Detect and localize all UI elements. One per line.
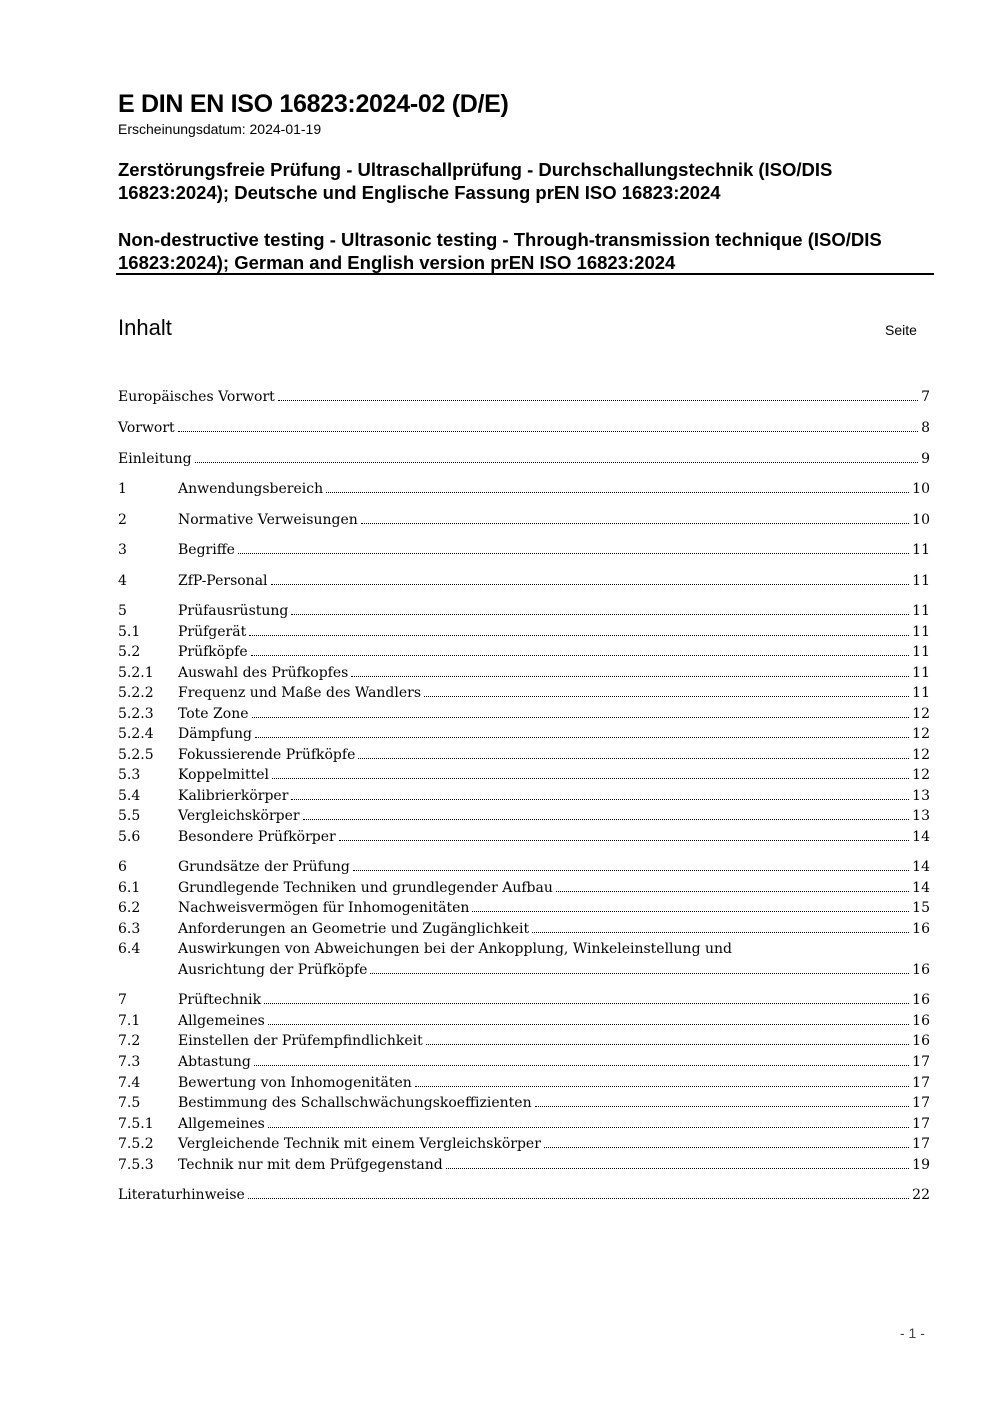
toc-entry-page: 9 — [921, 451, 930, 467]
toc-dot-leader — [361, 523, 909, 524]
toc-entry-label: Prüfausrüstung — [178, 603, 289, 619]
toc-entry-label: Normative Verweisungen — [178, 512, 358, 528]
toc-entry[interactable] — [118, 663, 930, 684]
toc-entry[interactable] — [118, 622, 930, 643]
toc-entry-page: 22 — [912, 1187, 930, 1203]
toc-dot-leader — [278, 400, 918, 401]
toc-entry-page: 11 — [912, 644, 930, 660]
toc-entry[interactable] — [118, 704, 930, 725]
toc-entry[interactable] — [118, 449, 930, 470]
toc-entry[interactable] — [118, 1155, 930, 1176]
document-id: E DIN EN ISO 16823:2024-02 (D/E) — [118, 90, 509, 118]
toc-entry-page: 17 — [912, 1054, 930, 1070]
toc-entry-page: 17 — [912, 1075, 930, 1091]
toc-entry-label: Auswahl des Prüfkopfes — [178, 665, 349, 681]
toc-entry[interactable] — [118, 1134, 930, 1155]
toc-dot-leader — [268, 1024, 909, 1025]
toc-entry-label: ZfP-Personal — [178, 573, 268, 589]
toc-dot-leader — [556, 891, 909, 892]
toc-entry-label: Allgemeines — [178, 1013, 265, 1029]
toc-entry-label: Kalibrierkörper — [178, 788, 289, 804]
toc-entry-page: 11 — [912, 542, 930, 558]
toc-dot-leader — [251, 655, 910, 656]
toc-dot-leader — [195, 462, 919, 463]
toc-entry-page: 13 — [912, 788, 930, 804]
toc-entry[interactable] — [118, 857, 930, 878]
toc-entry-number: 2 — [118, 512, 127, 528]
toc-entry-page: 11 — [912, 603, 930, 619]
toc-entry[interactable] — [118, 540, 930, 561]
toc-entry-number: 5.5 — [118, 808, 141, 824]
toc-entry-number: 7.4 — [118, 1075, 141, 1091]
toc-entry-number: 4 — [118, 573, 127, 589]
toc-dot-leader — [544, 1147, 909, 1148]
toc-entry-page: 14 — [912, 829, 930, 845]
toc-entry-label: Anforderungen an Geometrie und Zugänglichkeit — [178, 921, 530, 937]
toc-entry-page: 17 — [912, 1095, 930, 1111]
toc-entry-number: 7.3 — [118, 1054, 141, 1070]
toc-dot-leader — [535, 1106, 910, 1107]
toc-entry-label: Nachweisvermögen für Inhomogenitäten — [178, 900, 470, 916]
toc-entry-number: 7.5.1 — [118, 1116, 154, 1132]
toc-entry-page: 10 — [912, 512, 930, 528]
toc-entry-label: Besondere Prüfkörper — [178, 829, 336, 845]
toc-entry-number: 7.5.2 — [118, 1136, 154, 1152]
toc-entry[interactable] — [118, 765, 930, 786]
toc-entry-number: 6.1 — [118, 880, 141, 896]
toc-dot-leader — [426, 1044, 909, 1045]
toc-entry-page: 12 — [912, 706, 930, 722]
toc-entry-label: Allgemeines — [178, 1116, 265, 1132]
toc-entry-label: Vergleichende Technik mit einem Vergleichskörper — [178, 1136, 541, 1152]
toc-entry-label: Anwendungsbereich — [178, 481, 324, 497]
toc-dot-leader — [424, 696, 909, 697]
toc-entry-number: 7.5.3 — [118, 1157, 154, 1173]
toc-entry[interactable] — [118, 601, 930, 622]
toc-entry-page: 12 — [912, 726, 930, 742]
toc-entry-page: 15 — [912, 900, 930, 916]
toc-entry[interactable] — [118, 1073, 930, 1094]
toc-entry-page: 16 — [912, 1033, 930, 1049]
toc-entry-page: 11 — [912, 624, 930, 640]
toc-dot-leader — [339, 840, 909, 841]
toc-entry[interactable] — [118, 1052, 930, 1073]
toc-entry-number: 5.2.2 — [118, 685, 154, 701]
toc-dot-leader — [326, 492, 909, 493]
toc-dot-leader — [255, 737, 909, 738]
toc-dot-leader — [264, 1003, 909, 1004]
toc-dot-leader — [291, 799, 909, 800]
toc-entry-label: Einstellen der Prüfempfindlichkeit — [178, 1033, 423, 1049]
toc-entry-label: Fokussierende Prüfköpfe — [178, 747, 356, 763]
toc-dot-leader — [238, 553, 909, 554]
toc-entry-page: 17 — [912, 1116, 930, 1132]
toc-entry-label: Vorwort — [118, 420, 175, 436]
toc-entry-label: Bestimmung des Schallschwächungskoeffizienten — [178, 1095, 532, 1111]
title-german: Zerstörungsfreie Prüfung - Ultraschallprüfung - Durchschallungstechnik (ISO/DIS 16823:2024); Deutsche und Englische Fassung prEN ISO 16823:2024 — [118, 159, 833, 203]
toc-entry-label: Grundlegende Techniken und grundlegender Aufbau — [178, 880, 553, 896]
toc-dot-leader — [351, 676, 909, 677]
toc-entry[interactable] — [118, 1011, 930, 1032]
page-number: - 1 - — [900, 1325, 925, 1341]
toc-entry[interactable] — [118, 510, 930, 531]
toc-entry-page: 8 — [921, 420, 930, 436]
toc-entry-page: 19 — [912, 1157, 930, 1173]
toc-entry-label: Einleitung — [118, 451, 192, 467]
toc-entry[interactable] — [118, 806, 930, 827]
toc-dot-leader — [370, 973, 909, 974]
toc-entry[interactable] — [118, 571, 930, 592]
toc-entry-page: 11 — [912, 665, 930, 681]
toc-dot-leader — [249, 635, 909, 636]
title-divider — [116, 273, 934, 275]
toc-entry[interactable] — [118, 919, 930, 940]
toc-entry-label-line1: Auswirkungen von Abweichungen bei der Ankopplung, Winkeleinstellung und — [178, 941, 732, 957]
page-column-label: Seite — [885, 322, 917, 338]
toc-entry-number: 5 — [118, 603, 127, 619]
toc-entry[interactable] — [118, 990, 930, 1011]
toc-entry-label: Technik nur mit dem Prüfgegenstand — [178, 1157, 443, 1173]
toc-entry-page: 16 — [912, 921, 930, 937]
toc-dot-leader — [415, 1086, 909, 1087]
toc-dot-leader — [446, 1168, 909, 1169]
toc-entry[interactable] — [118, 418, 930, 439]
toc-entry-number: 5.2.3 — [118, 706, 154, 722]
toc-dot-leader — [254, 1065, 909, 1066]
toc-entry-page: 17 — [912, 1136, 930, 1152]
publication-date: Erscheinungsdatum: 2024-01-19 — [118, 121, 322, 137]
toc-entry-page: 7 — [921, 389, 930, 405]
toc-entry[interactable] — [118, 387, 930, 408]
toc-dot-leader — [303, 819, 910, 820]
toc-entry-number: 7 — [118, 992, 127, 1008]
toc-entry[interactable] — [118, 745, 930, 766]
toc-entry-number: 6 — [118, 859, 127, 875]
toc-entry-page: 16 — [912, 1013, 930, 1029]
toc-entry-label: Prüftechnik — [178, 992, 262, 1008]
toc-dot-leader — [178, 431, 918, 432]
toc-entry[interactable] — [118, 878, 930, 899]
toc-dot-leader — [291, 614, 909, 615]
toc-entry-label: Prüfköpfe — [178, 644, 248, 660]
toc-entry-label: Bewertung von Inhomogenitäten — [178, 1075, 412, 1091]
toc-dot-leader — [271, 584, 910, 585]
toc-entry-number: 7.1 — [118, 1013, 141, 1029]
toc-entry-number: 1 — [118, 481, 127, 497]
toc-entry-page: 12 — [912, 747, 930, 763]
toc-entry[interactable] — [118, 1114, 930, 1135]
toc-entry-number: 5.1 — [118, 624, 141, 640]
toc-entry[interactable] — [118, 683, 930, 704]
toc-dot-leader — [353, 870, 909, 871]
toc-entry-page: 11 — [912, 685, 930, 701]
toc-entry-label: Begriffe — [178, 542, 235, 558]
toc-entry-label: Prüfgerät — [178, 624, 247, 640]
toc-entry-number: 5.3 — [118, 767, 141, 783]
toc-entry-number: 5.2.5 — [118, 747, 154, 763]
toc-entry-number: 3 — [118, 542, 127, 558]
toc-entry-number: 5.2.1 — [118, 665, 154, 681]
toc-dot-leader — [358, 758, 909, 759]
toc-entry-number: 6.4 — [118, 941, 141, 957]
toc-entry-label: Europäisches Vorwort — [118, 389, 275, 405]
toc-entry-label: Koppelmittel — [178, 767, 269, 783]
toc-entry[interactable] — [118, 939, 930, 978]
toc-entry[interactable] — [118, 1031, 930, 1052]
toc-entry-label: Tote Zone — [178, 706, 249, 722]
toc-entry-number: 5.6 — [118, 829, 141, 845]
toc-entry[interactable] — [118, 786, 930, 807]
toc-entry-page: 12 — [912, 767, 930, 783]
toc-entry-number: 5.4 — [118, 788, 141, 804]
toc-entry[interactable] — [118, 1093, 930, 1114]
toc-entry-page: 14 — [912, 859, 930, 875]
toc-entry-number: 7.5 — [118, 1095, 141, 1111]
toc-entry-number: 5.2.4 — [118, 726, 154, 742]
toc-entry-page: 10 — [912, 481, 930, 497]
toc-entry[interactable] — [118, 724, 930, 745]
toc-entry-page: 13 — [912, 808, 930, 824]
toc-heading: Inhalt — [118, 315, 172, 340]
toc-dot-leader — [268, 1127, 909, 1128]
toc-entry-page: 11 — [912, 573, 930, 589]
toc-entry[interactable] — [118, 827, 930, 848]
toc-entry[interactable] — [118, 479, 930, 500]
toc-dot-leader — [472, 911, 909, 912]
toc-entry-number: 7.2 — [118, 1033, 141, 1049]
toc-entry-label: Dämpfung — [178, 726, 252, 742]
toc-entry-number: 5.2 — [118, 644, 141, 660]
title-english: Non-destructive testing - Ultrasonic testing - Through-transmission technique (ISO/DIS 16823:2024); German and English version prEN ISO 16823:2024 — [118, 229, 882, 273]
toc-entry-label: Grundsätze der Prüfung — [178, 859, 350, 875]
toc-entry[interactable] — [118, 898, 930, 919]
toc-entry-label: Vergleichskörper — [178, 808, 300, 824]
toc-entry[interactable] — [118, 642, 930, 663]
toc-entry-number: 6.3 — [118, 921, 141, 937]
toc-entry-label: Literaturhinweise — [118, 1187, 245, 1203]
toc-entry-label: Abtastung — [178, 1054, 251, 1070]
toc-entry-label: Frequenz und Maße des Wandlers — [178, 685, 422, 701]
toc-dot-leader — [252, 717, 910, 718]
toc-entry-page: 16 — [912, 962, 930, 978]
toc-entry[interactable] — [118, 1185, 930, 1206]
toc-dot-leader — [248, 1198, 909, 1199]
toc-entry-number: 6.2 — [118, 900, 141, 916]
toc-entry-page: 16 — [912, 992, 930, 1008]
toc-entry-label: Ausrichtung der Prüfköpfe — [178, 962, 368, 978]
toc-dot-leader — [272, 778, 909, 779]
toc-entry-page: 14 — [912, 880, 930, 896]
toc-dot-leader — [532, 932, 909, 933]
